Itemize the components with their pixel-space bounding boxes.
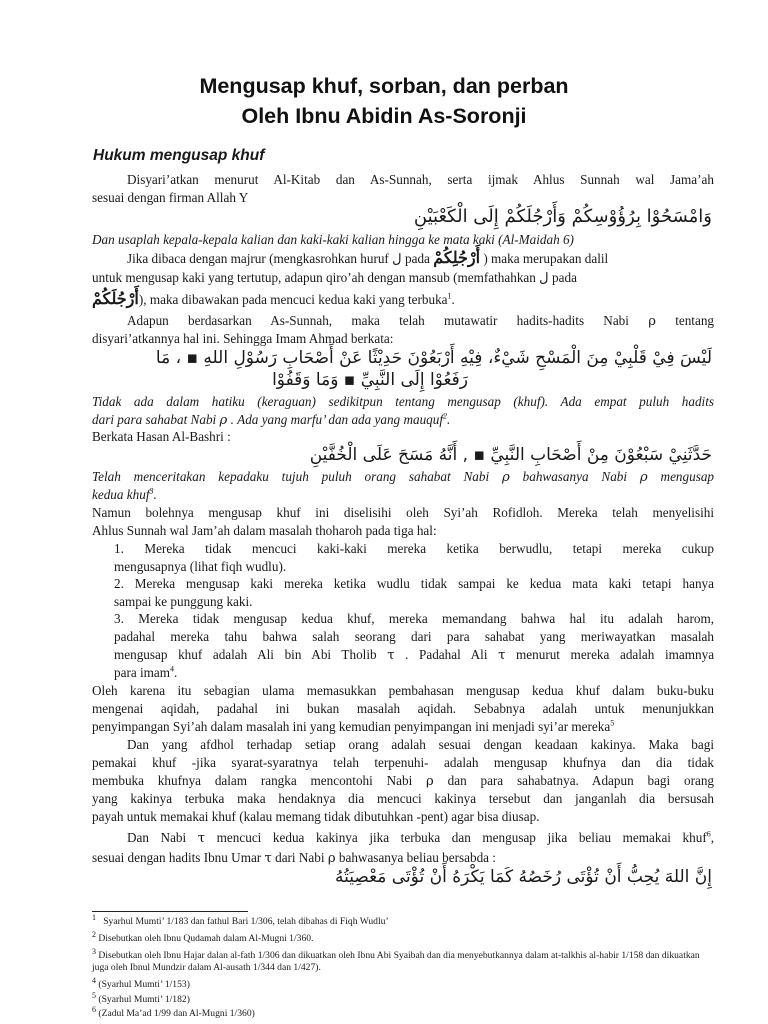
list-item: sampai ke punggung kaki. — [114, 594, 253, 609]
honorific-symbol: ρ — [639, 470, 648, 485]
arabic-hadith: رَفَعُوْا إِلَى النَّبِيِّ ▪ وَمَا وَقَفُوْا — [272, 370, 468, 390]
arabic-word: أَرْجُلَكُمْ — [92, 289, 139, 308]
footnote-ref: 4 — [170, 664, 175, 674]
paragraph-line: Dan yang afdhol terhadap setiap orang adalah sesuai dengan keadaan kakinya. Maka bagi — [127, 737, 714, 752]
list-item: mengusap khuf adalah Ali bin Abi Tholib τ . Padahal Ali τ menurut mereka adalah imamnya — [114, 647, 715, 663]
honorific-symbol: ρ — [502, 470, 510, 485]
list-item: 3. Mereka tidak mengusap kedua khuf, mereka memandang bahwa hal itu adalah harom, — [114, 611, 714, 626]
honorific-symbol: τ — [498, 648, 506, 663]
footnote: $^4$ (Syarhul Mumti’ 1/153) — [92, 975, 190, 990]
list-item: mengusapnya (lihat fiqh wudlu). — [114, 559, 287, 574]
footnote: $^3$ Disebutkan oleh Ibnu Hajar dalan al-fath 1/306 dan dikuatkan oleh Ibnu Abi Syaibah dan dia menyebutkannya dalam at-talkhis al-habir 1/158 dan dikuatkan juga oleh Ibnul Mundzir dalam Al-ausath 1/344 dan 1/427). — [92, 946, 700, 973]
honorific-symbol: τ — [387, 648, 395, 663]
list-item: 1. Mereka tidak mencuci kaki-kaki mereka ketika berwudlu, tetapi mereka cukup — [114, 541, 714, 556]
arabic-hadith: لَيْسَ فِيْ قَلْبِيْ مِنَ الْمَسْحِ شَيْءٌ، فِيْهِ أَرْبَعُوْنَ حَدِيْثًا عَنْ أَصْحَابِ رَسُوْلِ اللهِ ▪ ، مَا — [155, 348, 712, 368]
footnote-separator — [92, 911, 248, 912]
list-item: 2. Mereka mengusap kaki mereka ketika wudlu tidak sampai ke kedua mata kaki tetapi hanya — [114, 576, 714, 591]
paragraph-line: yang kakinya terbuka maka hendaknya dia mencuci kakinya tersebut dan janganlah dia bersusah — [92, 791, 714, 806]
paragraph-line: Jika dibaca dengan majrur (mengkasrohkan huruf ل pada أَرْجُلِكُمْ ) maka merupakan dalil — [127, 248, 609, 267]
footnote-ref: 2 — [443, 411, 448, 421]
document-title: Mengusap khuf, sorban, dan perban — [199, 74, 569, 98]
honorific-symbol: ρ — [327, 851, 336, 866]
honorific-symbol: τ — [197, 831, 206, 846]
translation-line: kedua khuf$^3$. — [92, 486, 157, 502]
arabic-letter: ل — [392, 252, 402, 267]
honorific-symbol: ρ — [426, 774, 434, 789]
paragraph-line: membuka khufnya dalam rangka mencontohi Nabi ρ dan para sahabatnya. Adapun bagi orang — [92, 773, 715, 789]
paragraph-line: أَرْجُلَكُمْ), maka dibawakan pada mencuci kedua kaki yang terbuka$^1$. — [92, 289, 455, 308]
arabic-letter: ل — [539, 271, 549, 286]
paragraph-line: Disyari’atkan menurut Al-Kitab dan As-Sunnah, serta ijmak Ahlus Sunnah wal Jama’ah — [127, 172, 714, 187]
list-item: para imam$^4$. — [114, 664, 178, 680]
footnote-ref: 5 — [610, 718, 615, 728]
list-item: padahal mereka tahu bahwa salah seorang dari para sahabat yang meriwayatkan masalah — [114, 629, 714, 644]
footnote-ref: 3 — [149, 486, 154, 496]
footnote: $^2$ Disebutkan oleh Ibnu Qudamah dalam Al-Mugni 1/360. — [92, 929, 314, 944]
translation-line: dari para sahabat Nabi ρ . Ada yang marfu’ dan ada yang mauquf$^2$. — [92, 411, 451, 428]
section-heading: Hukum mengusap khuf — [93, 147, 265, 164]
footnote-ref: 6 — [706, 829, 711, 839]
honorific-symbol: ρ — [648, 314, 656, 329]
paragraph-line: Berkata Hasan Al-Bashri : — [92, 429, 231, 444]
honorific-symbol: ρ — [219, 413, 228, 428]
paragraph-line: disyari’atkannya hal ini. Sehingga Imam Ahmad berkata: — [92, 331, 394, 346]
paragraph-line: payah untuk memakai khuf (kalau memang tidak dibutuhkan -pent) agar bisa diusap. — [92, 809, 540, 824]
paragraph-line: untuk mengusap kaki yang tertutup, adapun qiro’ah dengan mansub (memfathahkan ل pada — [92, 270, 577, 286]
paragraph-line: sesuai dengan firman Allah Y — [92, 190, 249, 205]
paragraph-line: Namun bolehnya mengusap khuf ini diselisihi oleh Syi’ah Rofidloh. Mereka telah menyelisihi — [92, 505, 714, 520]
paragraph-line: sesuai dengan hadits Ibnu Umar τ dari Nabi ρ bahwasanya beliau bersabda : — [92, 850, 496, 866]
arabic-hadith: إِنَّ اللهَ يُحِبُّ أَنْ تُؤْتَى رُخَصُهُ كَمَا يَكْرَهُ أَنْ تُؤْتَى مَعْصِيَتُهُ — [334, 867, 712, 887]
document-author: Oleh Ibnu Abidin As-Soronji — [241, 104, 527, 128]
paragraph-line: penyimpangan Syi’ah dalam masalah ini yang kemudian penyimpangan ini menjadi syi’ar mereka$^5$ — [92, 718, 615, 734]
paragraph-line: Oleh karena itu sebagian ulama memasukkan pembahasan mengusap kedua khuf dalam buku-buku — [92, 683, 714, 698]
arabic-hadith: حَدَّثَنِيْ سَبْعُوْنَ مِنْ أَصْحَابِ النَّبِيِّ ▪ , أَنَّهُ مَسَحَ عَلَى الْخُفَّيْنِ — [309, 445, 712, 465]
footnote: $^6$ (Zadul Ma’ad 1/99 dan Al-Mugni 1/360) — [92, 1004, 255, 1019]
translation-line: Tidak ada dalam hatiku (keraguan) sedikitpun tentang mengusap (khuf). Ada empat puluh hadits — [92, 394, 714, 409]
footnote: $^5$ (Syarhul Mumti’ 1/182) — [92, 990, 190, 1005]
paragraph-line: Adapun berdasarkan As-Sunnah, maka telah mutawatir hadits-hadits Nabi ρ tentang — [127, 313, 715, 329]
arabic-word: أَرْجُلِكُمْ — [433, 248, 481, 267]
footnote-ref: 1 — [447, 291, 452, 301]
paragraph-line: mengenai aqidah, padahal ini bukan masalah aqidah. Sebabnya adalah untuk menunjukkan — [92, 701, 714, 716]
footnote: $^1$ Syarhul Mumti’ 1/183 dan fathul Bari 1/306, telah dibahas di Fiqh Wudlu’ — [92, 912, 389, 927]
paragraph-line: Dan Nabi τ mencuci kedua kakinya jika terbuka dan mengusap jika beliau memakai khuf$^6$, — [127, 829, 715, 846]
translation-line: Telah menceritakan kepadaku tujuh puluh orang sahabat Nabi ρ bahwasanya Nabi ρ mengusap — [92, 469, 715, 485]
paragraph-line: Ahlus Sunnah wal Jam’ah dalam masalah thoharoh pada tiga hal: — [92, 523, 437, 538]
translation-line: Dan usaplah kepala-kepala kalian dan kaki-kaki kalian hingga ke mata kaki (Al-Maidah 6) — [92, 232, 574, 247]
arabic-verse: وَامْسَحُوْا بِرُؤُوْسِكُمْ وَأَرْجُلَكُمْ إِلَى الْكَعْبَيْنِ — [413, 206, 712, 227]
honorific-symbol: τ — [264, 851, 272, 866]
paragraph-line: pemakai khuf -jika syarat-syaratnya telah terpenuhi- adalah mengusap khufnya dan dia tidak — [92, 755, 714, 770]
